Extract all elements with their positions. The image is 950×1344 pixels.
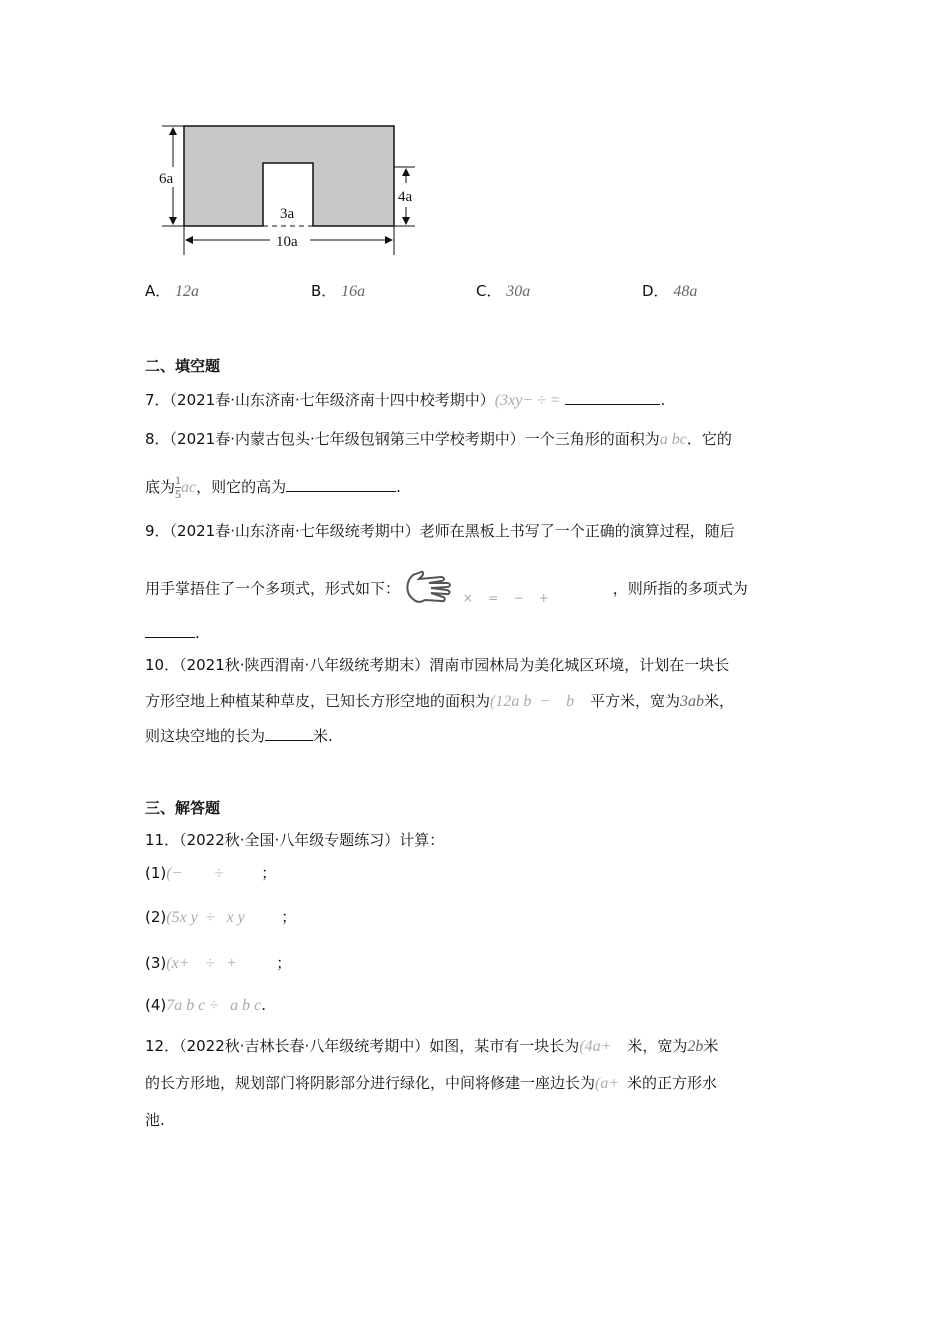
question-9: 9．（2021春·山东济南·七年级统考期中）老师在黑板上书写了一个正确的演算过程，随后 — [145, 522, 735, 540]
option-value: 12a — [175, 283, 200, 300]
question-8-line2: 底为 $\frac{1}{5}$ ac，则它的高为 . — [145, 473, 401, 501]
question-10: 10．（2021秋·陕西渭南·八年级统考期末）渭南市园林局为美化城区环境，计划在一块长 — [145, 656, 730, 674]
option-value: 16a — [341, 283, 366, 300]
question-9-line2: 用手掌捂住了一个多项式，形式如下： × = − + ，则所指的多项式为 — [145, 569, 748, 609]
question-11-part2: (2)(5x y ÷ x y ； — [145, 908, 297, 926]
label-4a: 4a — [398, 189, 413, 205]
fraction: $\frac{1}{5}$ — [175, 473, 182, 501]
question-10-line3: 则这块空地的长为 米. — [145, 727, 333, 745]
question-11-part1: (1)(− ÷ ； — [145, 864, 277, 882]
question-11-part4: (4)7a b c ÷ a b c. — [145, 996, 267, 1014]
hand-icon — [403, 569, 463, 609]
question-8: 8．（2021春·内蒙古包头·七年级包钢第三中学校考期中）一个三角形的面积为a bc．它的 — [145, 430, 732, 448]
option-d[interactable] — [642, 280, 697, 303]
option-b[interactable] — [311, 280, 365, 303]
option-c[interactable] — [476, 280, 530, 303]
option-letter: C． — [476, 282, 502, 300]
option-value: 48a — [673, 283, 698, 300]
question-7: 7．（2021春·山东济南·七年级济南十四中校考期中）(3xy− ÷ = . — [145, 391, 666, 409]
question-12-line2: 的长方形地，规划部门将阴影部分进行绿化，中间将修建一座边长为(a+ 米的正方形水 — [145, 1074, 718, 1092]
question-12: 12．（2022秋·吉林长春·八年级统考期中）如图，某市有一块长为(4a+ 米，宽为2b米 — [145, 1037, 719, 1055]
option-letter: B． — [311, 282, 337, 300]
answer-blank[interactable] — [145, 623, 195, 638]
section-heading-answer: 三、解答题 — [145, 799, 221, 817]
section-heading-fill-blank: 二、填空题 — [145, 357, 221, 375]
answer-blank[interactable] — [265, 726, 313, 741]
figure-notched-rectangle — [150, 115, 430, 255]
option-value: 30a — [506, 283, 531, 300]
option-letter: D． — [642, 282, 669, 300]
answer-blank[interactable] — [565, 390, 660, 405]
label-6a: 6a — [159, 171, 174, 187]
question-10-line2: 方形空地上种植某种草皮，已知长方形空地的面积为(12a b − b 平方米，宽为3ab米， — [145, 692, 735, 710]
answer-blank[interactable] — [286, 477, 396, 492]
label-10a: 10a — [276, 234, 298, 250]
question-9-line3: . — [145, 622, 200, 644]
option-a[interactable] — [145, 280, 199, 303]
question-11-part3: (3)(x+ ÷ + ； — [145, 954, 292, 972]
option-letter: A． — [145, 282, 171, 300]
label-3a: 3a — [280, 206, 295, 222]
question-11: 11．（2022秋·全国·八年级专题练习）计算： — [145, 831, 445, 849]
question-12-line3: 池. — [145, 1111, 165, 1129]
